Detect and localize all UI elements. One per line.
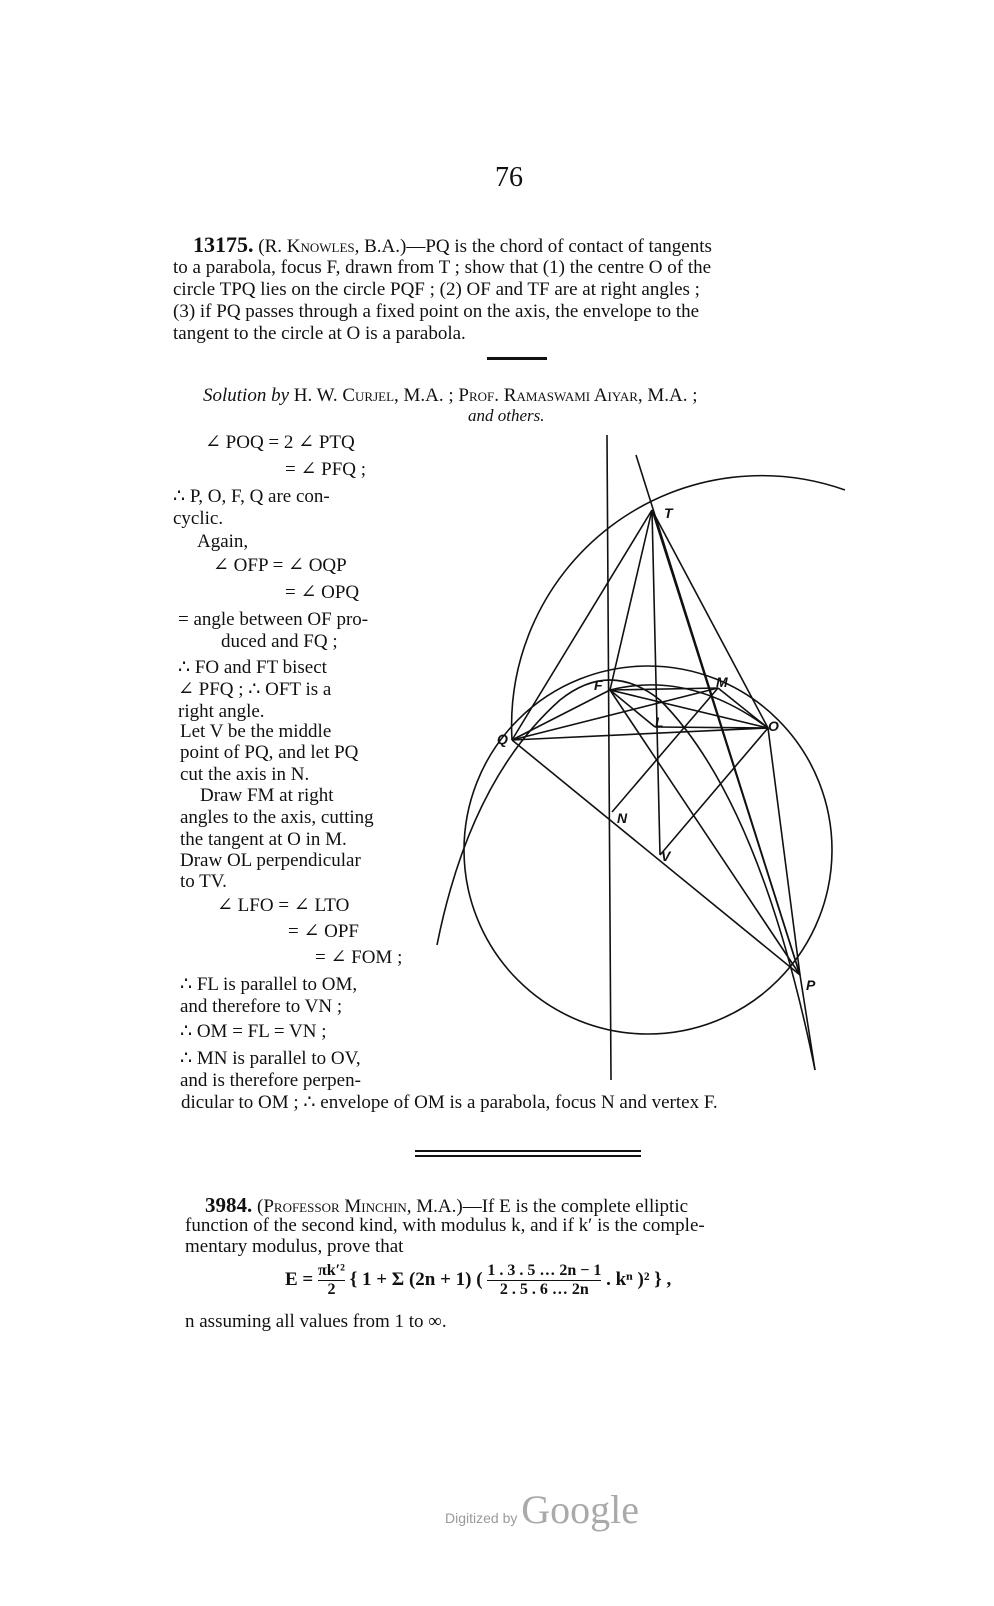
- solution-line: Let V be the middle: [180, 721, 332, 742]
- axis: [607, 435, 611, 1080]
- solution-line: = ∠ OPQ: [285, 582, 360, 603]
- watermark-prefix: Digitized by: [445, 1510, 518, 1526]
- label-o: O: [768, 718, 779, 734]
- solution-others: and others.: [468, 406, 545, 425]
- formula-lhs: E =: [285, 1269, 314, 1290]
- problem-text: function of the second kind, with modulus k, and if k′ is the comple-: [185, 1215, 705, 1236]
- google-logo: Google: [521, 1487, 640, 1532]
- formula-tail: . kⁿ )² } ,: [606, 1269, 672, 1290]
- page-number: 76: [495, 162, 523, 193]
- solution-line: = ∠ PFQ ;: [285, 459, 367, 480]
- coefficient-fraction: [318, 1262, 345, 1299]
- problem-text: tangent to the circle at O is a parabola.: [173, 323, 466, 344]
- label-t: T: [664, 505, 673, 521]
- problem-number: 3984.: [205, 1193, 253, 1217]
- solution-line: = ∠ OPF: [288, 921, 359, 942]
- fraction-numerator: πk′²: [318, 1262, 345, 1280]
- solution-line: cyclic.: [173, 508, 224, 529]
- problem-text: n assuming all values from 1 to ∞.: [185, 1311, 447, 1332]
- label-p: P: [806, 977, 816, 993]
- problem2-first-line: [205, 1195, 688, 1217]
- formula: [285, 1260, 671, 1300]
- solution-line: the tangent at O in M.: [180, 829, 347, 850]
- solution-line: to TV.: [180, 871, 227, 892]
- solution-line: ∠ POQ = 2 ∠ PTQ: [205, 432, 355, 453]
- problem-text: —If E is the complete elliptic: [462, 1196, 689, 1217]
- problem-author: (Professor Minchin, M.A.): [257, 1196, 463, 1217]
- solution-line: Again,: [197, 531, 249, 552]
- double-rule-top: [415, 1150, 641, 1152]
- circle-tpq-arc: [512, 476, 845, 740]
- solution-line: right angle.: [178, 701, 265, 722]
- solution-line: ∠ OFP = ∠ OQP: [213, 555, 347, 576]
- solution-last-line: dicular to OM ; ∴ envelope of OM is a parabola, focus N and vertex F.: [181, 1092, 718, 1113]
- solution-line: and therefore to VN ;: [180, 996, 343, 1017]
- label-m: M: [716, 674, 728, 690]
- solution-line: and is therefore perpen-: [180, 1070, 361, 1091]
- solution-line: duced and FQ ;: [221, 631, 338, 652]
- solution-line: ∴ P, O, F, Q are con-: [173, 486, 330, 507]
- solution-line: ∠ LFO = ∠ LTO: [217, 895, 350, 916]
- solution-line: = ∠ FOM ;: [315, 947, 403, 968]
- formula-body: { 1 + Σ (2n + 1) (: [349, 1269, 483, 1290]
- solution-line: ∴ OM = FL = VN ;: [180, 1021, 327, 1042]
- solution-line: ∴ MN is parallel to OV,: [180, 1048, 361, 1069]
- construction-lines: [512, 455, 815, 1070]
- fraction-numerator: 1 . 3 . 5 … 2n − 1: [487, 1262, 602, 1280]
- solution-line: point of PQ, and let PQ: [180, 742, 359, 763]
- label-l: L: [655, 714, 664, 730]
- solution-line: ∴ FL is parallel to OM,: [180, 974, 358, 995]
- solution-authors: H. W. Curjel, M.A. ; Prof. Ramaswami Aiyar, M.A. ;: [293, 385, 698, 406]
- problem-text: —PQ is the chord of contact of tangents: [406, 236, 712, 257]
- fraction-denominator: 2 . 5 . 6 … 2n: [499, 1281, 589, 1299]
- problem-text: (3) if PQ passes through a fixed point on the axis, the envelope to the: [173, 301, 700, 322]
- solution-line: Draw OL perpendicular: [180, 850, 361, 871]
- label-f: F: [594, 677, 603, 693]
- solution-line: ∠ PFQ ; ∴ OFT is a: [178, 679, 332, 700]
- problem-text: circle TPQ lies on the circle PQF ; (2) OF and TF are at right angles ;: [173, 279, 700, 300]
- product-fraction: [487, 1262, 601, 1299]
- label-v: V: [661, 848, 671, 864]
- double-rule-bottom: [415, 1155, 641, 1157]
- solution-line: angles to the axis, cutting: [180, 807, 374, 828]
- solution-line: = angle between OF pro-: [178, 609, 369, 630]
- label-n: N: [617, 810, 628, 826]
- label-q: Q: [497, 731, 508, 747]
- fraction-denominator: 2: [327, 1281, 336, 1299]
- solution-line: ∴ FO and FT bisect: [178, 657, 327, 678]
- problem-text: to a parabola, focus F, drawn from T ; show that (1) the centre O of the: [173, 257, 712, 278]
- problem-text: mentary modulus, prove that: [185, 1236, 404, 1257]
- solution-line: cut the axis in N.: [180, 764, 310, 785]
- problem-author: (R. Knowles, B.A.): [258, 236, 407, 257]
- solution-line: Draw FM at right: [200, 785, 334, 806]
- digitized-watermark: [445, 1487, 640, 1532]
- solution-prefix: Solution by: [203, 385, 290, 406]
- problem-number: 13175.: [193, 232, 254, 257]
